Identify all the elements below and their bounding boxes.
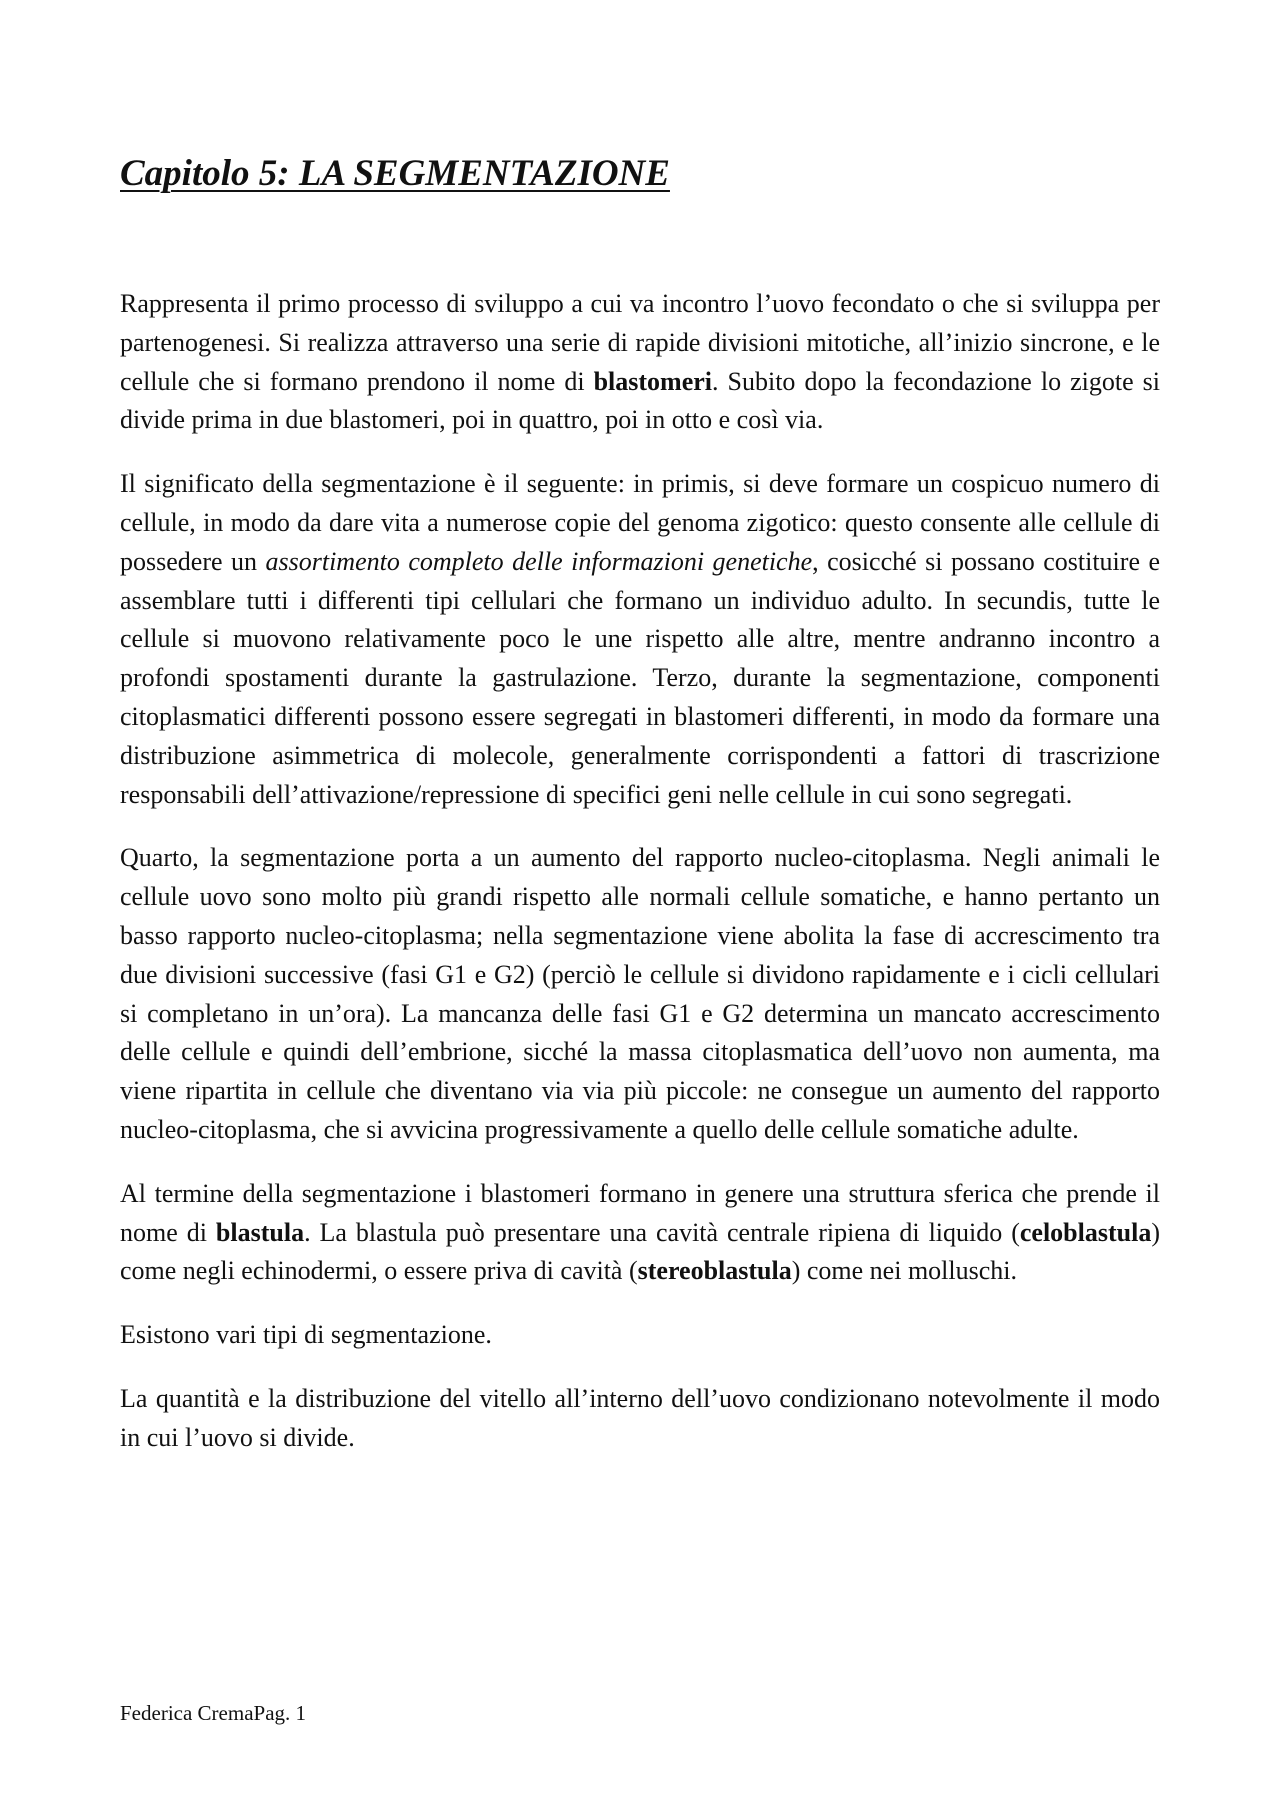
- text-run: ) come nei molluschi.: [791, 1256, 1017, 1286]
- bold-term: blastomeri: [593, 366, 712, 396]
- paragraph: [120, 465, 1160, 814]
- text-run: Quarto, la segmentazione porta a un aumento del rapporto nucleo-citoplasma. Negli animali le cellule uovo sono molto più grandi rispetto alle normali cellule somatiche, e hanno pertanto un basso rapporto nucleo-citoplasma; nella segmentazione viene abolita la fase di accrescimento tra due divisioni successive (fasi G1 e G2) (perciò le cellule si dividono rapidamente e i cicli cellulari si completano in un’ora). La mancanza delle fasi G1 e G2 determina un mancato accrescimento delle cellule e quindi dell’embrione, sicché la massa citoplasmatica dell’uovo non aumenta, ma viene ripartita in cellule che diventano via via più piccole: ne consegue un aumento del rapporto nucleo-citoplasma, che si avvicina progressivamente a quello delle cellule somatiche adulte.: [120, 843, 1160, 1144]
- paragraph: [120, 1380, 1160, 1458]
- text-run: Esistono vari tipi di segmentazione.: [120, 1320, 492, 1350]
- document-body: [120, 285, 1160, 1458]
- paragraph: [120, 1316, 1160, 1355]
- page-footer: Federica CremaPag. 1: [120, 1701, 307, 1725]
- chapter-title: Capitolo 5: LA SEGMENTAZIONE: [120, 153, 670, 194]
- paragraph: [120, 839, 1160, 1149]
- bold-term: celoblastula: [1019, 1217, 1152, 1247]
- text-run: Al termine della segmentazione i blastomeri formano in genere una struttura sferica che prende il nome di: [120, 1178, 1160, 1247]
- text-run: ) come negli echinodermi, o essere priva di cavità (: [120, 1217, 1160, 1286]
- document-page: [120, 150, 1160, 1483]
- text-run: . Subito dopo la fecondazione lo zigote si divide prima in due blastomeri, poi in quattro, poi in otto e così via.: [120, 366, 1160, 435]
- text-run: Rappresenta il primo processo di sviluppo a cui va incontro l’uovo fecondato o che si sviluppa per partenogenesi. Si realizza attraverso una serie di rapide divisioni mitotiche, all’inizio sincrone, e le cellule che si formano prendono il nome di: [120, 289, 1160, 396]
- text-run: La quantità e la distribuzione del vitello all’interno dell’uovo condizionano notevolmente il modo in cui l’uovo si divide.: [120, 1383, 1160, 1452]
- italic-phrase: assortimento completo delle informazioni genetiche: [265, 546, 813, 576]
- paragraph: [120, 285, 1160, 440]
- bold-term: blastula: [215, 1217, 305, 1247]
- text-run: , cosicché si possano costituire e assemblare tutti i differenti tipi cellulari che formano un individuo adulto. In secundis, tutte le cellule si muovono relativamente poco le une rispetto alle altre, mentre andranno incontro a profondi spostamenti durante la gastrulazione. Terzo, durante la segmentazione, componenti citoplasmatici differenti possono essere segregati in blastomeri differenti, in modo da formare una distribuzione asimmetrica di molecole, generalmente corrispondenti a fattori di trascrizione responsabili dell’attivazione/repressione di specifici geni nelle cellule in cui sono segregati.: [120, 546, 1161, 809]
- bold-term: stereoblastula: [637, 1256, 792, 1286]
- text-run: Il significato della segmentazione è il seguente: in primis, si deve formare un cospicuo numero di cellule, in modo da dare vita a numerose copie del genoma zigotico: questo consente alle cellule di possedere un: [120, 469, 1160, 576]
- paragraph: [120, 1175, 1160, 1291]
- text-run: . La blastula può presentare una cavità centrale ripiena di liquido (: [304, 1217, 1020, 1247]
